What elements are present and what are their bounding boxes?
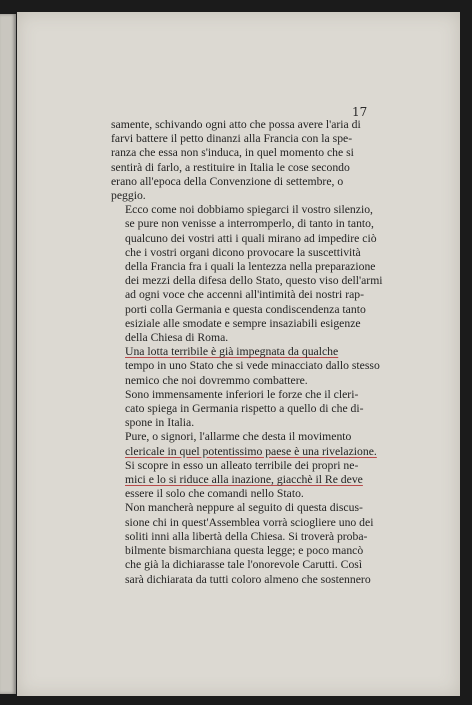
previous-page-edge (0, 14, 16, 694)
text-line: mici e lo si riduce alla inazione, giacchè il Re deve (125, 473, 363, 487)
text-line: Non mancherà neppure al seguito di questa discus- (125, 501, 363, 515)
text-line: Sono immensamente inferiori le forze che il cleri- (125, 387, 359, 401)
text-line: Pure, o signori, l'allarme che desta il movimento (125, 430, 352, 444)
text-line: tempo in uno Stato che si vede minacciato dallo stesso (125, 359, 380, 373)
text-line: porti colla Germania e questa condiscendenza tanto (125, 302, 366, 316)
text-line: qualcuno dei vostri atti i quali mirano ad impedire ciò (125, 231, 377, 245)
text-line: sarà dichiarata da tutti coloro almeno che sostennero (125, 572, 371, 586)
text-line: spone in Italia. (125, 416, 195, 430)
text-line: se pure non venisse a interromperlo, di tanto in tanto, (125, 217, 374, 231)
page-number: 17 (352, 105, 368, 119)
paragraph (111, 388, 363, 431)
text-line: bilmente bismarchiana questa legge; e poco mancò (125, 544, 364, 558)
paragraph (111, 345, 380, 388)
text-line: della Chiesa di Roma. (125, 331, 229, 345)
text-line: farvi battere il petto dinanzi alla Francia con la spe- (111, 132, 353, 146)
text-line: che già la dichiarasse tale l'onorevole Carutti. Così (125, 558, 363, 572)
text-line: che i vostri organi dicono provocare la suscettività (125, 245, 361, 259)
text-line: peggio. (111, 189, 146, 203)
text-line: esiziale alle smodate e sempre insaziabili esigenze (125, 316, 361, 330)
text-line: sione chi in quest'Assemblea vorrà sciogliere uno dei (125, 515, 374, 529)
text-line: ranza che essa non s'induca, in quel momento che si (111, 146, 354, 160)
body-text (111, 118, 383, 587)
text-line: della Francia fra i quali la lentezza nella preparazione (125, 260, 376, 274)
text-line: essere il solo che comandi nello Stato. (125, 487, 304, 501)
text-line: dei mezzi della difesa dello Stato, questo viso dell'armi (125, 274, 383, 288)
text-line: erano all'epoca della Convenzione di settembre, o (111, 174, 344, 188)
paragraph (111, 501, 374, 586)
text-line: clericale in quel potentissimo paese è una rivelazione. (125, 444, 377, 458)
paragraph (111, 459, 363, 502)
text-line: ad ogni voce che accenni all'intimità dei nostri rap- (125, 288, 365, 302)
text-line: soliti inni alla libertà della Chiesa. Si troverà proba- (125, 529, 368, 543)
text-line: samente, schivando ogni atto che possa avere l'aria di (111, 118, 361, 131)
paragraph (111, 430, 377, 458)
text-line: Ecco come noi dobbiamo spiegarci il vostro silenzio, (125, 203, 373, 217)
paragraph (111, 203, 383, 345)
paragraph (111, 118, 363, 203)
text-line: cato spiega in Germania rispetto a quello di che di- (125, 402, 364, 416)
text-line: nemico che noi dovremmo combattere. (125, 373, 308, 387)
text-line: Si scopre in esso un alleato terribile dei propri ne- (125, 458, 359, 472)
book-page (17, 12, 460, 696)
text-line: Una lotta terribile è già impegnata da qualche (125, 345, 339, 359)
text-line: sentirà di farlo, a restituire in Italia le cose secondo (111, 160, 350, 174)
